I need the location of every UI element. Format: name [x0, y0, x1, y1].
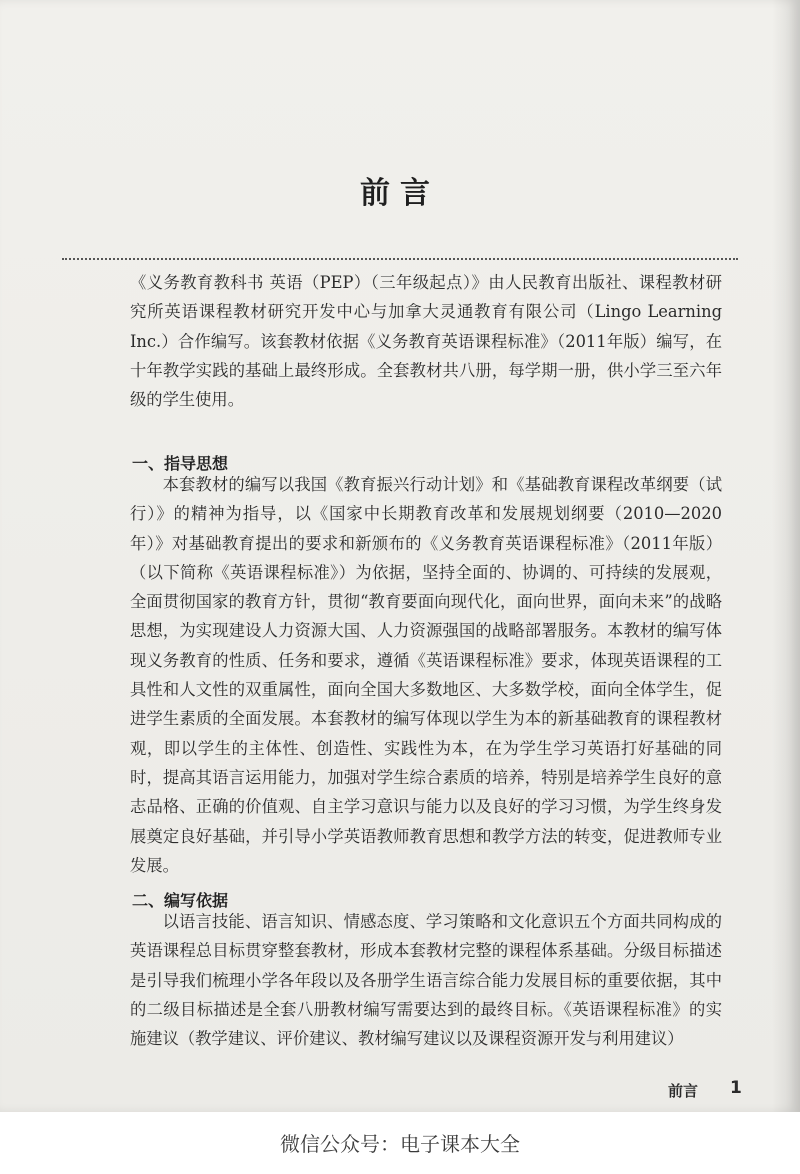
intro-paragraph: 《义务教育教科书 英语（PEP）（三年级起点）》由人民教育出版社、课程教材研究所英语课程教材研究开发中心与加拿大灵通教育有限公司（Lingo Learning Inc.）合作编写。该套教材依据《义务教育英语课程标准》（2011年版）编写，在十年教学实践的基础上最终形成。全套教材共八册，每学期一册，供小学三至六年级的学生使用。 — [130, 273, 722, 410]
page-number: 1 — [730, 1078, 742, 1098]
watermark-caption: 微信公众号：电子课本大全 — [280, 1132, 520, 1156]
page-title: 前言 — [360, 176, 440, 211]
section-body-guiding-principles: 本套教材的编写以我国《教育振兴行动计划》和《基础教育课程改革纲要（试行）》的精神为指导，以《国家中长期教育改革和发展规划纲要（2010—2020年）》对基础教育提出的要求和新颁布的《义务教育英语课程标准》（2011年版）（以下简称《英语课程标准》）为依据，坚持全面的、协调的、可持续的发展观，全面贯彻国家的教育方针，贯彻“教育要面向现代化，面向世界，面向未来”的战略思想，为实现建设人力资源大国、人力资源强国的战略部署服务。本教材的编写体现义务教育的性质、任务和要求，遵循《英语课程标准》要求，体现英语课程的工具性和人文性的双重属性，面向全国大多数地区、大多数学校，面向全体学生，促进学生素质的全面发展。本套教材的编写体现以学生为本的新基础教育的课程教材观，即以学生的主体性、创造性、实践性为本，在为学生学习英语打好基础的同时，提高其语言运用能力，加强对学生综合素质的培养，特别是培养学生良好的意志品格、正确的价值观、自主学习意识与能力以及良好的学习习惯，为学生终身发展奠定良好基础，并引导小学英语教师教育思想和教学方法的转变，促进教师专业发展。 — [130, 475, 723, 875]
section-heading-guiding-principles: 一、指导思想 — [132, 454, 229, 473]
dotted-divider — [62, 258, 738, 260]
page-edge-shadow — [772, 0, 800, 1112]
section-heading-basis: 二、编写依据 — [132, 891, 229, 910]
running-footer-label: 前言 — [668, 1082, 699, 1100]
section-body-basis: 以语言技能、语言知识、情感态度、学习策略和文化意识五个方面共同构成的英语课程总目标贯穿整套教材，形成本套教材完整的课程体系基础。分级目标描述是引导我们梳理小学各年段以及各册学生语言综合能力发展目标的重要依据，其中的二级目标描述是全套八册教材编写需要达到的最终目标。《英语课程标准》的实施建议（教学建议、评价建议、教材编写建议以及课程资源开发与利用建议） — [130, 912, 722, 1049]
